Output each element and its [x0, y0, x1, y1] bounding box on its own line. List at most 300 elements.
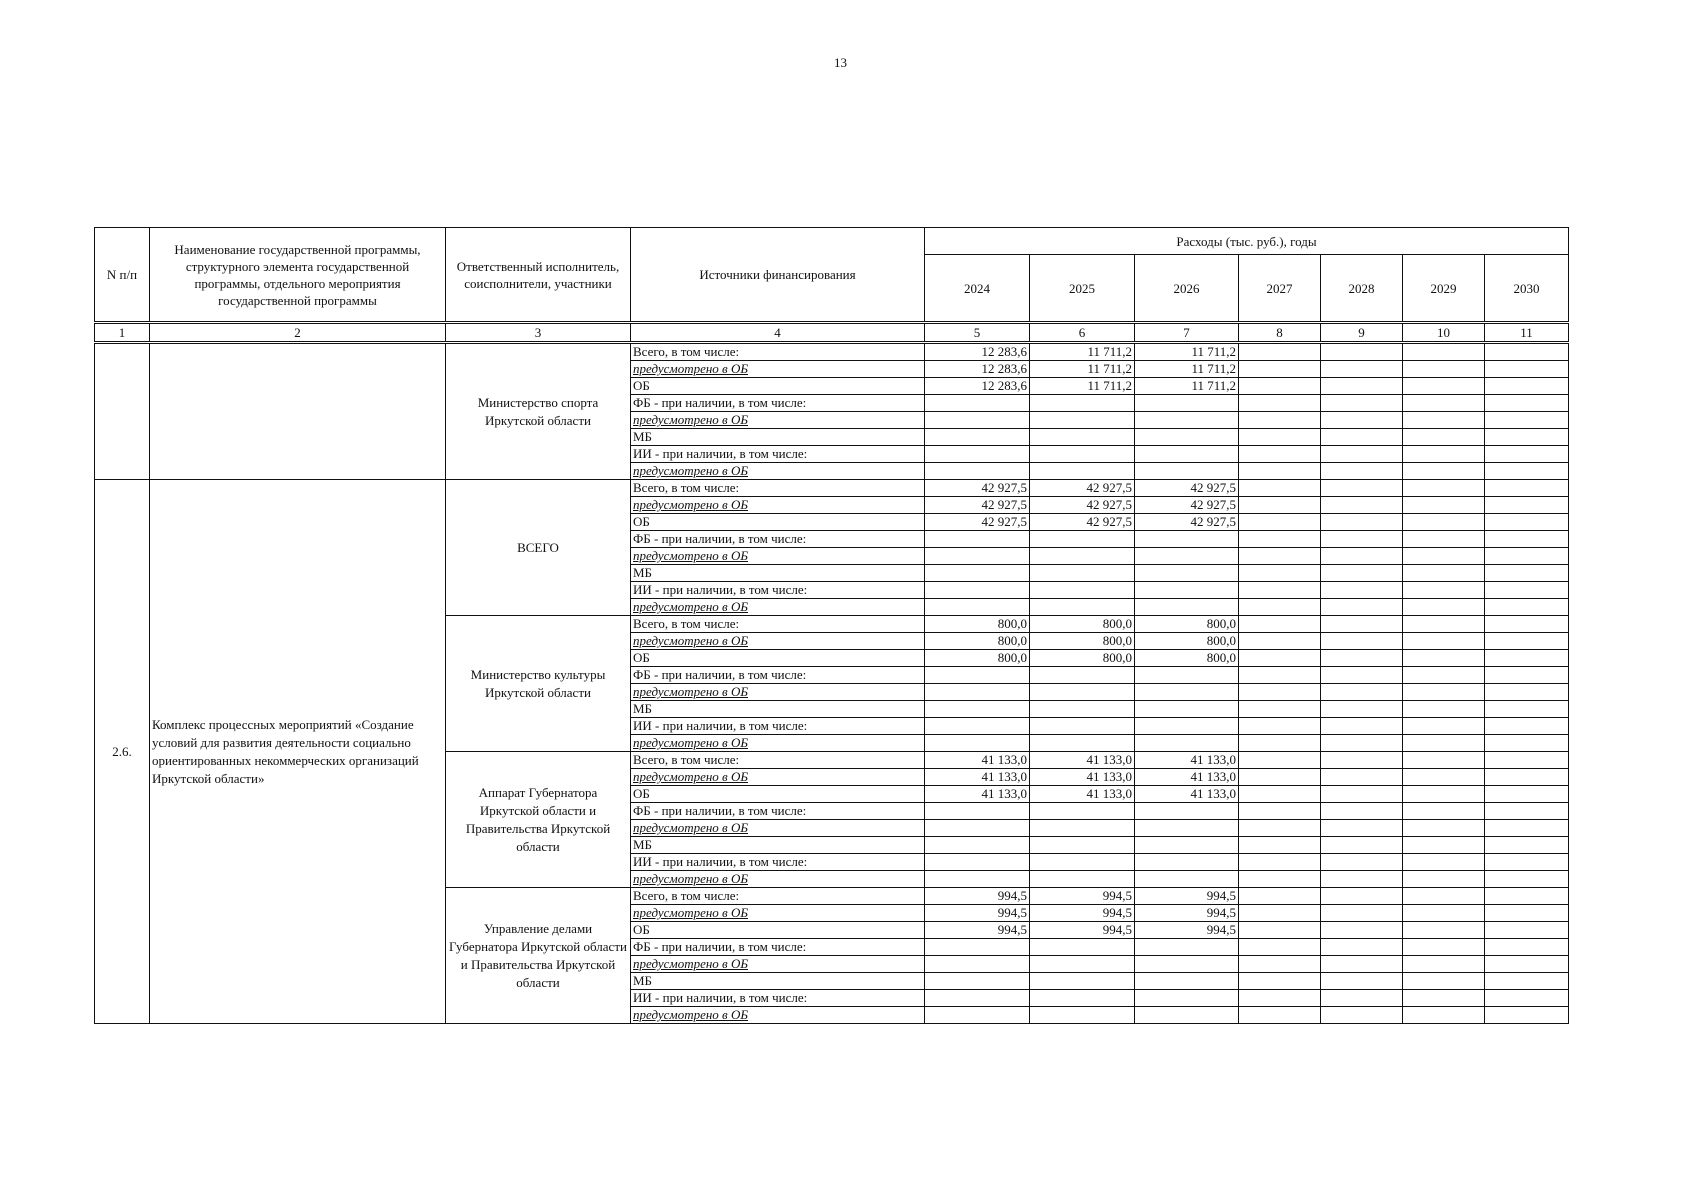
year-value [1403, 888, 1485, 905]
year-value [1321, 531, 1403, 548]
year-value [1485, 854, 1569, 871]
year-value [1485, 905, 1569, 922]
year-value: 800,0 [1030, 650, 1135, 667]
funding-source-label: Всего, в том числе: [633, 888, 740, 903]
header-year: 2026 [1135, 255, 1239, 323]
year-value: 12 283,6 [925, 378, 1030, 395]
year-value: 42 927,5 [925, 514, 1030, 531]
year-value: 12 283,6 [925, 343, 1030, 361]
year-value [1485, 429, 1569, 446]
year-value [1239, 803, 1321, 820]
year-value [1485, 922, 1569, 939]
year-value [1485, 1007, 1569, 1024]
funding-source [631, 820, 925, 837]
year-value: 11 711,2 [1030, 378, 1135, 395]
year-value [1135, 1007, 1239, 1024]
year-value [1403, 684, 1485, 701]
year-value [1485, 667, 1569, 684]
year-value [925, 531, 1030, 548]
year-value [1403, 769, 1485, 786]
header-year: 2030 [1485, 255, 1569, 323]
funding-source-label: Всего, в том числе: [633, 616, 740, 631]
year-value [1321, 973, 1403, 990]
year-value [1321, 378, 1403, 395]
year-value [1239, 343, 1321, 361]
funding-source [631, 531, 925, 548]
year-value [1239, 463, 1321, 480]
funding-source-label: МБ [633, 701, 653, 716]
year-value [1485, 752, 1569, 769]
column-index: 6 [1030, 323, 1135, 343]
year-value [1403, 514, 1485, 531]
column-index: 11 [1485, 323, 1569, 343]
funding-source-label: ОБ [633, 650, 650, 665]
year-value [1239, 650, 1321, 667]
year-value [1485, 820, 1569, 837]
year-value [1485, 599, 1569, 616]
year-value [1403, 412, 1485, 429]
funding-source-label: предусмотрено в ОБ [633, 956, 748, 971]
year-value [1403, 633, 1485, 650]
executor-name: Аппарат Губернатора Иркутской области и Правительства Иркутской области [446, 752, 631, 888]
funding-source [631, 701, 925, 718]
year-value [1030, 599, 1135, 616]
year-value [1485, 956, 1569, 973]
year-value [1403, 463, 1485, 480]
year-value [1321, 922, 1403, 939]
year-value [1321, 837, 1403, 854]
year-value [1485, 633, 1569, 650]
year-value [925, 463, 1030, 480]
funding-source [631, 343, 925, 361]
year-value [1135, 990, 1239, 1007]
year-value [1321, 361, 1403, 378]
year-value [1239, 990, 1321, 1007]
funding-source-label: предусмотрено в ОБ [633, 820, 748, 835]
year-value [1135, 684, 1239, 701]
year-value [1485, 701, 1569, 718]
year-value [1485, 718, 1569, 735]
funding-source [631, 480, 925, 497]
year-value [925, 429, 1030, 446]
funding-source [631, 888, 925, 905]
funding-source [631, 565, 925, 582]
year-value [1403, 446, 1485, 463]
funding-source-label: ОБ [633, 922, 650, 937]
year-value [1135, 446, 1239, 463]
year-value [925, 837, 1030, 854]
year-value [925, 667, 1030, 684]
year-value: 42 927,5 [925, 497, 1030, 514]
funding-source [631, 412, 925, 429]
year-value: 41 133,0 [1030, 752, 1135, 769]
year-value [1321, 939, 1403, 956]
funding-source-label: ОБ [633, 378, 650, 393]
year-value: 11 711,2 [1135, 378, 1239, 395]
year-value: 994,5 [1030, 905, 1135, 922]
year-value [1403, 582, 1485, 599]
year-value [1485, 531, 1569, 548]
year-value [1321, 735, 1403, 752]
funding-source-label: предусмотрено в ОБ [633, 905, 748, 920]
year-value: 994,5 [925, 888, 1030, 905]
year-value: 11 711,2 [1135, 361, 1239, 378]
year-value: 41 133,0 [1135, 769, 1239, 786]
year-value: 42 927,5 [1135, 480, 1239, 497]
year-value [1321, 905, 1403, 922]
year-value [1030, 531, 1135, 548]
year-value [1485, 939, 1569, 956]
year-value [1403, 905, 1485, 922]
year-value: 994,5 [925, 905, 1030, 922]
financing-table [94, 227, 1569, 1024]
year-value [1239, 514, 1321, 531]
year-value [1321, 684, 1403, 701]
year-value [1135, 565, 1239, 582]
funding-source-label: ИИ - при наличии, в том числе: [633, 446, 808, 461]
year-value [925, 820, 1030, 837]
year-value [1321, 412, 1403, 429]
year-value [1030, 735, 1135, 752]
funding-source [631, 956, 925, 973]
year-value [1485, 786, 1569, 803]
funding-source [631, 633, 925, 650]
header-year: 2027 [1239, 255, 1321, 323]
year-value [1239, 378, 1321, 395]
year-value [925, 803, 1030, 820]
year-value [1239, 888, 1321, 905]
header-year: 2028 [1321, 255, 1403, 323]
year-value [1403, 650, 1485, 667]
funding-source [631, 429, 925, 446]
funding-source-label: предусмотрено в ОБ [633, 599, 748, 614]
year-value [1239, 633, 1321, 650]
year-value [1485, 497, 1569, 514]
year-value [1135, 582, 1239, 599]
funding-source-label: ФБ - при наличии, в том числе: [633, 531, 807, 546]
funding-source-label: Всего, в том числе: [633, 480, 740, 495]
year-value [1321, 463, 1403, 480]
year-value [925, 412, 1030, 429]
funding-source-label: ИИ - при наличии, в том числе: [633, 718, 808, 733]
header-year: 2025 [1030, 255, 1135, 323]
year-value [1485, 888, 1569, 905]
funding-source-label: МБ [633, 429, 653, 444]
year-value [1321, 480, 1403, 497]
year-value [1239, 616, 1321, 633]
year-value [1321, 956, 1403, 973]
page-number: 13 [834, 55, 847, 70]
year-value [1321, 582, 1403, 599]
year-value [1485, 684, 1569, 701]
year-value [925, 684, 1030, 701]
year-value: 42 927,5 [1135, 514, 1239, 531]
year-value: 11 711,2 [1030, 361, 1135, 378]
year-value [1321, 599, 1403, 616]
column-index: 2 [150, 323, 446, 343]
funding-source-label: МБ [633, 973, 653, 988]
year-value [1030, 395, 1135, 412]
year-value: 11 711,2 [1135, 343, 1239, 361]
year-value [1321, 497, 1403, 514]
year-value [1239, 718, 1321, 735]
year-value [1239, 446, 1321, 463]
funding-source-label: ИИ - при наличии, в том числе: [633, 990, 808, 1005]
funding-source-label: предусмотрено в ОБ [633, 735, 748, 750]
funding-source-label: предусмотрено в ОБ [633, 412, 748, 427]
year-value [1135, 463, 1239, 480]
year-value [1239, 769, 1321, 786]
year-value [1135, 939, 1239, 956]
funding-source-label: ИИ - при наличии, в том числе: [633, 854, 808, 869]
year-value [1485, 480, 1569, 497]
year-value [1485, 990, 1569, 1007]
year-value [1135, 718, 1239, 735]
year-value [1239, 854, 1321, 871]
year-value [1321, 395, 1403, 412]
year-value [1030, 582, 1135, 599]
year-value [1239, 412, 1321, 429]
year-value [1403, 820, 1485, 837]
year-value [1321, 1007, 1403, 1024]
year-value [925, 701, 1030, 718]
year-value [1239, 956, 1321, 973]
item-number [95, 343, 150, 480]
year-value [925, 871, 1030, 888]
year-value [1321, 820, 1403, 837]
header-executor: Ответственный исполнитель, соисполнители, участники [446, 228, 631, 323]
year-value [1239, 905, 1321, 922]
year-value [1485, 735, 1569, 752]
year-value [1135, 412, 1239, 429]
year-value [1135, 871, 1239, 888]
year-value: 42 927,5 [1030, 480, 1135, 497]
funding-source [631, 650, 925, 667]
year-value [1135, 837, 1239, 854]
year-value [925, 446, 1030, 463]
funding-source [631, 990, 925, 1007]
year-value [1030, 837, 1135, 854]
year-value [1321, 514, 1403, 531]
year-value: 800,0 [925, 616, 1030, 633]
year-value [1239, 667, 1321, 684]
year-value [1239, 480, 1321, 497]
year-value [1135, 395, 1239, 412]
year-value: 41 133,0 [925, 752, 1030, 769]
year-value [1135, 599, 1239, 616]
year-value [1403, 871, 1485, 888]
column-index: 9 [1321, 323, 1403, 343]
funding-source-label: предусмотрено в ОБ [633, 633, 748, 648]
year-value [1239, 1007, 1321, 1024]
funding-source-label: предусмотрено в ОБ [633, 684, 748, 699]
year-value [1239, 497, 1321, 514]
year-value [1030, 854, 1135, 871]
funding-source [631, 973, 925, 990]
column-index: 1 [95, 323, 150, 343]
year-value [1485, 616, 1569, 633]
year-value [1321, 888, 1403, 905]
header-expenses: Расходы (тыс. руб.), годы [925, 228, 1569, 255]
year-value [1321, 786, 1403, 803]
funding-source [631, 803, 925, 820]
year-value [1239, 735, 1321, 752]
year-value [1403, 752, 1485, 769]
year-value [1403, 956, 1485, 973]
year-value [1030, 684, 1135, 701]
year-value [1135, 429, 1239, 446]
year-value [1403, 343, 1485, 361]
year-value [1239, 786, 1321, 803]
year-value: 41 133,0 [1135, 752, 1239, 769]
year-value [1321, 343, 1403, 361]
year-value: 800,0 [1135, 633, 1239, 650]
column-index: 10 [1403, 323, 1485, 343]
year-value [925, 973, 1030, 990]
year-value [925, 718, 1030, 735]
year-value [925, 990, 1030, 1007]
year-value: 42 927,5 [925, 480, 1030, 497]
year-value: 800,0 [1030, 633, 1135, 650]
funding-source-label: предусмотрено в ОБ [633, 361, 748, 376]
year-value [1403, 667, 1485, 684]
year-value [1321, 769, 1403, 786]
year-value [1239, 922, 1321, 939]
year-value: 12 283,6 [925, 361, 1030, 378]
year-value [1135, 531, 1239, 548]
year-value [1239, 837, 1321, 854]
funding-source-label: предусмотрено в ОБ [633, 497, 748, 512]
year-value [1239, 548, 1321, 565]
year-value [1239, 939, 1321, 956]
funding-source [631, 582, 925, 599]
year-value [1403, 1007, 1485, 1024]
item-name [150, 343, 446, 480]
year-value [1403, 990, 1485, 1007]
funding-source-label: МБ [633, 565, 653, 580]
year-value [1485, 582, 1569, 599]
year-value [1403, 548, 1485, 565]
year-value: 994,5 [1135, 922, 1239, 939]
year-value [1030, 990, 1135, 1007]
column-index: 7 [1135, 323, 1239, 343]
funding-source [631, 684, 925, 701]
table-row [95, 343, 1569, 361]
year-value [1403, 395, 1485, 412]
column-index: 3 [446, 323, 631, 343]
year-value [1403, 803, 1485, 820]
year-value: 994,5 [1135, 888, 1239, 905]
funding-source [631, 667, 925, 684]
year-value [1030, 701, 1135, 718]
year-value [1321, 548, 1403, 565]
year-value [1135, 820, 1239, 837]
year-value: 994,5 [1030, 922, 1135, 939]
year-value: 11 711,2 [1030, 343, 1135, 361]
year-value [925, 395, 1030, 412]
year-value [1239, 684, 1321, 701]
funding-source [631, 752, 925, 769]
year-value [1239, 531, 1321, 548]
year-value [1485, 769, 1569, 786]
funding-source [631, 1007, 925, 1024]
year-value [1485, 514, 1569, 531]
year-value [1403, 735, 1485, 752]
year-value [1321, 650, 1403, 667]
funding-source [631, 786, 925, 803]
year-value [1321, 633, 1403, 650]
year-value [1485, 565, 1569, 582]
year-value [1321, 667, 1403, 684]
executor-name: Министерство культуры Иркутской области [446, 616, 631, 752]
year-value [1485, 395, 1569, 412]
year-value [1403, 599, 1485, 616]
year-value [1485, 361, 1569, 378]
funding-source [631, 378, 925, 395]
header-name: Наименование государственной программы, структурного элемента государственной программы, отдельного мероприятия государственной программы [150, 228, 446, 323]
year-value [1403, 429, 1485, 446]
funding-source [631, 463, 925, 480]
funding-source-label: предусмотрено в ОБ [633, 1007, 748, 1022]
year-value: 800,0 [1135, 650, 1239, 667]
funding-source [631, 599, 925, 616]
year-value [1135, 803, 1239, 820]
year-value [1403, 837, 1485, 854]
year-value: 800,0 [925, 650, 1030, 667]
funding-source-label: ОБ [633, 786, 650, 801]
funding-source-label: предусмотрено в ОБ [633, 769, 748, 784]
year-value [1321, 429, 1403, 446]
funding-source-label: предусмотрено в ОБ [633, 871, 748, 886]
year-value [1403, 616, 1485, 633]
item-number: 2.6. [95, 480, 150, 1024]
year-value [1485, 446, 1569, 463]
year-value [1321, 565, 1403, 582]
year-value [1485, 871, 1569, 888]
year-value [1321, 871, 1403, 888]
funding-source [631, 922, 925, 939]
year-value [1485, 548, 1569, 565]
column-index: 5 [925, 323, 1030, 343]
executor-name: ВСЕГО [446, 480, 631, 616]
funding-source [631, 718, 925, 735]
year-value [925, 548, 1030, 565]
year-value [1030, 973, 1135, 990]
year-value [1135, 956, 1239, 973]
funding-source [631, 871, 925, 888]
year-value [1321, 990, 1403, 1007]
year-value [1485, 463, 1569, 480]
header-year: 2029 [1403, 255, 1485, 323]
year-value [1321, 446, 1403, 463]
year-value [1135, 667, 1239, 684]
header-source: Источники финансирования [631, 228, 925, 323]
year-value [1403, 718, 1485, 735]
year-value: 994,5 [1030, 888, 1135, 905]
year-value [1239, 820, 1321, 837]
header-year: 2024 [925, 255, 1030, 323]
funding-source [631, 905, 925, 922]
funding-source [631, 548, 925, 565]
year-value [1135, 548, 1239, 565]
year-value [1239, 582, 1321, 599]
table-row [95, 480, 1569, 497]
year-value: 800,0 [1135, 616, 1239, 633]
year-value [925, 599, 1030, 616]
year-value [1239, 361, 1321, 378]
year-value [1135, 701, 1239, 718]
year-value [1239, 752, 1321, 769]
